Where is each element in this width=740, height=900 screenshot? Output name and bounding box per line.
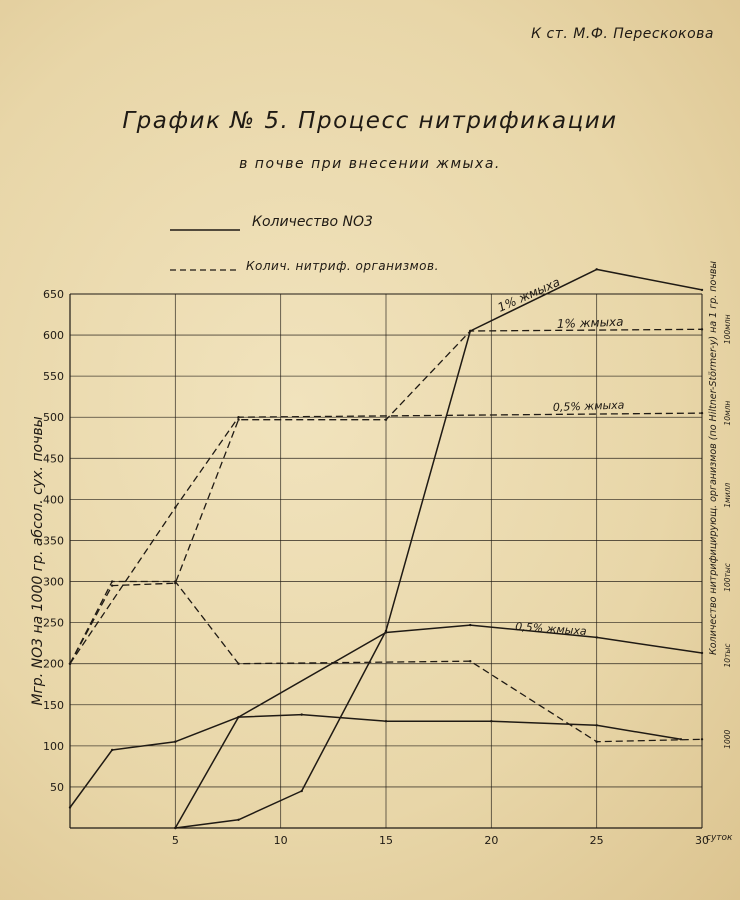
data-point xyxy=(385,720,387,722)
data-point xyxy=(174,506,176,508)
data-point xyxy=(111,749,113,751)
data-point xyxy=(174,827,176,829)
chart-title-line1: График № 5. Процесс нитрификации xyxy=(122,108,618,134)
y2-tick-label: 10млн xyxy=(723,400,732,426)
data-point xyxy=(595,724,597,726)
y-tick-label: 550 xyxy=(43,370,64,384)
data-point xyxy=(701,289,703,291)
y-tick-label: 600 xyxy=(43,329,64,343)
legend-solid-label: Количество NO3 xyxy=(252,214,373,230)
x-tick-label: 15 xyxy=(379,834,393,847)
data-point xyxy=(701,328,703,330)
x-tick-label: 20 xyxy=(484,834,499,847)
data-point xyxy=(237,418,239,420)
chart-title-line2: в почве при внесении жмыха. xyxy=(239,156,501,172)
data-point xyxy=(385,418,387,420)
data-point xyxy=(595,636,597,638)
legend-dashed-label: Колич. нитриф. организмов. xyxy=(246,259,439,273)
series-annotation: 1% жмыха xyxy=(556,314,624,331)
y2-axis-label: Количество нитрифицирующ. организмов (по Hiltner-Störmer-у) на 1 гр. почвы xyxy=(708,260,719,656)
data-point xyxy=(69,806,71,808)
attribution: К ст. М.Ф. Перескокова xyxy=(531,26,714,42)
x-tick-label: 30 xyxy=(695,834,709,847)
x-tick-label: 5 xyxy=(171,834,179,847)
x-tick-label: 25 xyxy=(589,834,604,847)
x-tick-label: 10 xyxy=(273,834,288,847)
grid xyxy=(70,294,702,828)
series-annotation: 1% жмыха xyxy=(495,274,563,315)
data-point xyxy=(701,412,703,414)
y2-tick-label: 10тыс xyxy=(723,643,732,668)
y-tick-label: 650 xyxy=(43,288,64,301)
y-tick-label: 350 xyxy=(43,534,64,548)
y-axis-label: Мгр. NO3 на 1000 гр. абсол. сух. почвы xyxy=(30,416,46,706)
series-line xyxy=(175,625,702,828)
y-tick-label: 400 xyxy=(43,493,64,507)
data-point xyxy=(237,716,239,718)
data-point xyxy=(595,268,597,270)
data-point xyxy=(69,662,71,664)
data-point xyxy=(237,662,239,664)
data-point xyxy=(490,720,492,722)
data-point xyxy=(385,631,387,633)
x-unit-label: суток xyxy=(706,833,733,843)
data-point xyxy=(111,580,113,582)
y2-tick-label: 100тыс xyxy=(723,563,732,592)
data-point xyxy=(469,330,471,332)
y2-tick-label: 1милл xyxy=(723,482,732,508)
y-tick-label: 300 xyxy=(43,575,64,589)
y-tick-label: 450 xyxy=(43,452,64,466)
series-line xyxy=(70,715,681,808)
y-tick-label: 200 xyxy=(43,657,64,671)
data-point xyxy=(595,741,597,743)
y2-tick-label: 100млн xyxy=(723,314,732,345)
series-line xyxy=(175,269,702,828)
series-annotation: 0,5% жмыха xyxy=(514,620,588,638)
series-annotation: 0,5% жмыха xyxy=(552,398,625,414)
data-point xyxy=(237,416,239,418)
data-point xyxy=(301,790,303,792)
data-point xyxy=(701,738,703,740)
data-point xyxy=(174,741,176,743)
y-tick-label: 50 xyxy=(50,780,64,794)
y-tick-label: 250 xyxy=(43,616,64,630)
data-point xyxy=(469,660,471,662)
data-point xyxy=(237,819,239,821)
data-point xyxy=(174,580,176,582)
y2-tick-label: 1000 xyxy=(723,729,732,749)
y-tick-label: 150 xyxy=(43,698,64,712)
axis-labels xyxy=(30,260,732,748)
y-tick-label: 100 xyxy=(43,739,64,753)
tick-labels xyxy=(43,288,733,847)
data-point xyxy=(301,713,303,715)
data-point xyxy=(111,584,113,586)
data-point xyxy=(701,652,703,654)
y-tick-label: 500 xyxy=(43,411,64,425)
data-point xyxy=(469,624,471,626)
